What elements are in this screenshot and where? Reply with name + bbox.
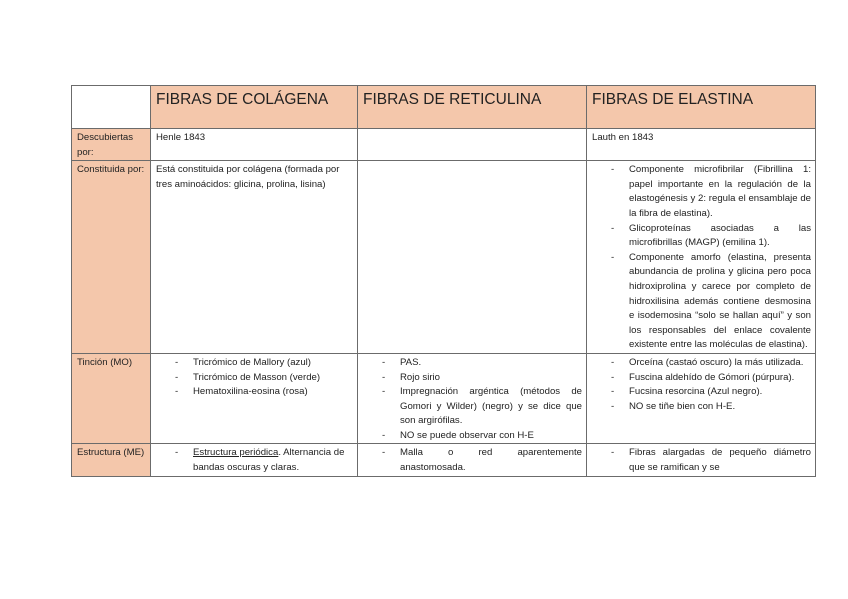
- cell-constituida-elastina: [587, 161, 816, 354]
- cell-estructura-elastina: [587, 444, 816, 476]
- row-estructura: [72, 444, 816, 476]
- header-reticulina: FIBRAS DE RETICULINA: [358, 86, 587, 129]
- list-item: - Estructura periódica. Alternancia de bandas oscuras y claras.: [175, 447, 345, 474]
- row-descubiertas: [72, 129, 816, 161]
- list-item: - NO se tiñe bien con H-E.: [611, 400, 736, 412]
- list-item: - Impregnación argéntica (métodos de Gomori y Wilder) (negro) y se dice que son argirófilas.: [382, 386, 582, 427]
- list-item: - Fucsina resorcina (Azul negro).: [611, 386, 763, 398]
- list-item: - Componente amorfo (elastina, presenta abundancia de prolina y glicina pero poca hidroxiprolina y carece por completo de hidroxilisina además contiene desmosina e isodemosina “solo se hallan aquí” y son los responsables del enlace covalente existente entre las moléculas de elastina).: [611, 251, 811, 351]
- row-constituida: [72, 161, 816, 354]
- cell-constituida-reticulina: [358, 161, 587, 354]
- elastina-components-list: [592, 163, 811, 353]
- cell-estructura-reticulina: [358, 444, 587, 476]
- list-item: - Orceína (castaó oscuro) la más utilizada.: [611, 356, 804, 368]
- cell-tincion-elastina: [587, 353, 816, 444]
- list-item: - Tricrómico de Masson (verde): [175, 371, 321, 383]
- colagena-structure-list: [156, 446, 353, 475]
- elastina-stains-list: [592, 356, 811, 414]
- estructura-periodica-term: Estructura periódica: [193, 447, 279, 459]
- cell-tincion-reticulina: [358, 353, 587, 444]
- header-empty-cell: [72, 86, 151, 129]
- list-item: - Fuscina aldehído de Gómori (púrpura).: [611, 371, 795, 383]
- colagena-stains-list: [156, 356, 353, 400]
- row-label-constituida: Constituida por:: [72, 161, 151, 354]
- header-colagena: FIBRAS DE COLÁGENA: [151, 86, 358, 129]
- cell-descubiertas-reticulina: [358, 129, 587, 161]
- header-elastina: FIBRAS DE ELASTINA: [587, 86, 816, 129]
- elastina-structure-list: [592, 446, 811, 475]
- cell-constituida-colagena: Está constituida por colágena (formada por tres aminoácidos: glicina, prolina, lisina): [151, 161, 358, 354]
- list-item: - Malla o red aparentemente anastomosada.: [382, 447, 582, 474]
- cell-estructura-colagena: [151, 444, 358, 476]
- fibras-table: [71, 85, 816, 477]
- cell-descubiertas-colagena: Henle 1843: [151, 129, 358, 161]
- list-item: - Tricrómico de Mallory (azul): [175, 356, 311, 368]
- row-label-descubiertas: Descubiertas por:: [72, 129, 151, 161]
- list-item: - Rojo sirio: [382, 371, 440, 383]
- list-item: - NO se puede observar con H-E: [382, 429, 534, 441]
- list-item: - Hematoxilina-eosina (rosa): [175, 386, 308, 398]
- table-header-row: [72, 86, 816, 129]
- reticulina-stains-list: [363, 356, 582, 444]
- list-item: - Componente microfibrilar (Fibrillina 1: papel importante en la regulación de la elastogénesis y 2: regula el ensamblaje de la fibra de elastina).: [611, 164, 811, 219]
- row-label-tincion: Tinción (MO): [72, 353, 151, 444]
- list-item: - PAS.: [382, 356, 422, 368]
- list-item: - Fibras alargadas de pequeño diámetro que se ramifican y se: [611, 447, 811, 474]
- cell-tincion-colagena: [151, 353, 358, 444]
- list-item: - Glicoproteínas asociadas a las microfibrillas (MAGP) (emilina 1).: [611, 222, 811, 249]
- cell-descubiertas-elastina: Lauth en 1843: [587, 129, 816, 161]
- row-tincion: [72, 353, 816, 444]
- row-label-estructura: Estructura (ME): [72, 444, 151, 476]
- reticulina-structure-list: [363, 446, 582, 475]
